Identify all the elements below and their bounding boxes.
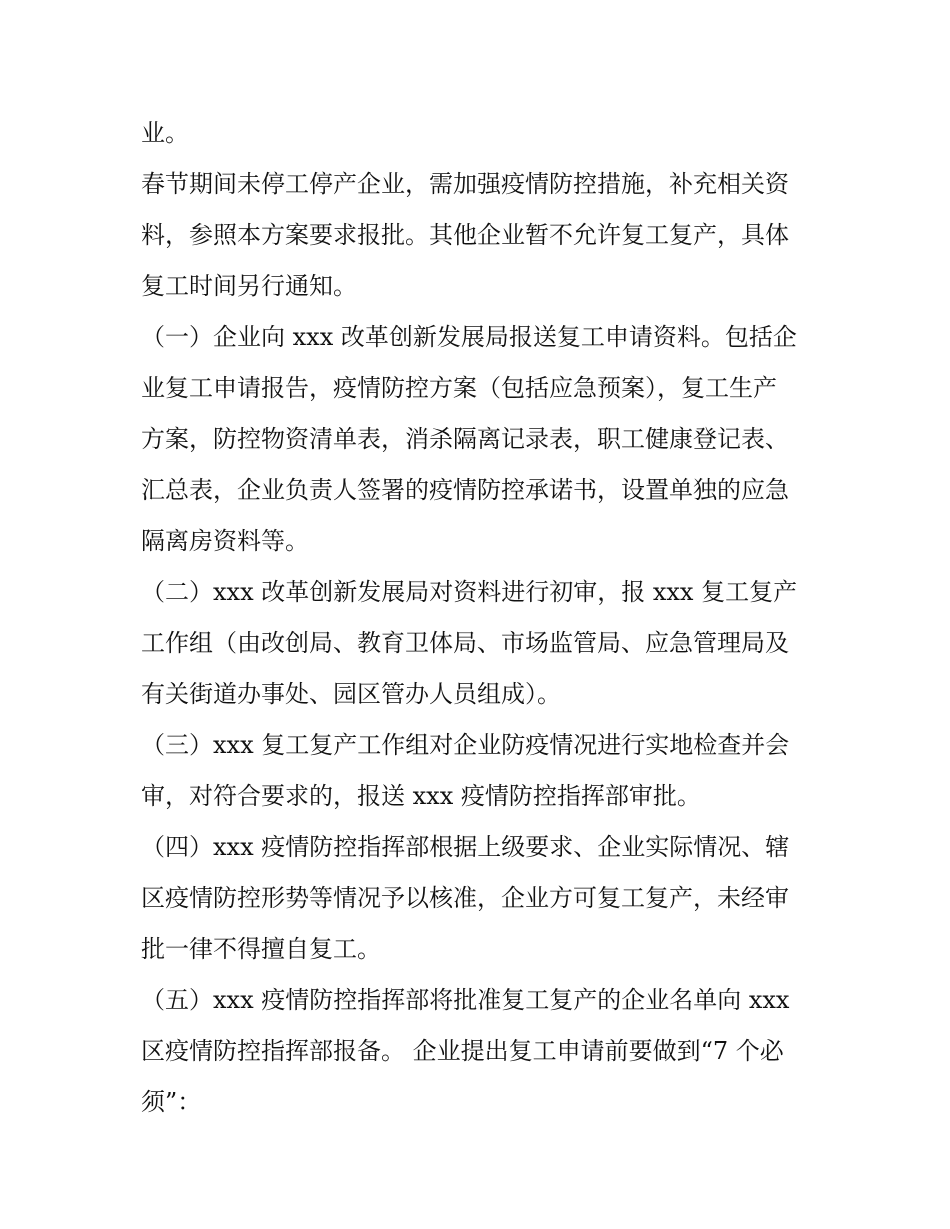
text-line: （五）xxx 疫情防控指挥部将批准复工复产的企业名单向 xxx (141, 986, 790, 1014)
text-line: （四）xxx 疫情防控指挥部根据上级要求、企业实际情况、辖 (141, 833, 790, 861)
text-line: 料，参照本方案要求报批。其他企业暂不允许复工复产，具体 (141, 221, 789, 249)
text-line: 须”： (141, 1088, 202, 1116)
body-text (141, 108, 821, 1128)
text-line: 区疫情防控指挥部报备。 企业提出复工申请前要做到“7 个必 (141, 1037, 784, 1065)
text-line: 有关街道办事处、园区管办人员组成）。 (141, 680, 561, 708)
text-line: 隔离房资料等。 (141, 527, 309, 555)
text-line: 业。 (141, 119, 189, 147)
text-line: （三）xxx 复工复产工作组对企业防疫情况进行实地检查并会 (141, 731, 790, 759)
text-line: （一）企业向 xxx 改革创新发展局报送复工申请资料。包括企 (141, 323, 797, 351)
text-line: 汇总表，企业负责人签署的疫情防控承诺书，设置单独的应急 (141, 476, 789, 504)
text-line: （二）xxx 改革创新发展局对资料进行初审，报 xxx 复工复产 (141, 578, 798, 606)
text-line: 区疫情防控形势等情况予以核准，企业方可复工复产，未经审 (141, 884, 789, 912)
text-line: 业复工申请报告，疫情防控方案（包括应急预案），复工生产 (141, 374, 777, 402)
text-line: 审，对符合要求的，报送 xxx 疫情防控指挥部审批。 (141, 782, 701, 810)
text-line: 工作组（由改创局、教育卫体局、市场监管局、应急管理局及 (141, 629, 789, 657)
text-line: 春节期间未停工停产企业，需加强疫情防控措施，补充相关资 (141, 170, 789, 198)
text-line: 复工时间另行通知。 (141, 272, 357, 300)
text-line: 方案，防控物资清单表，消杀隔离记录表，职工健康登记表、 (141, 425, 789, 453)
text-line: 批一律不得擅自复工。 (141, 935, 381, 963)
